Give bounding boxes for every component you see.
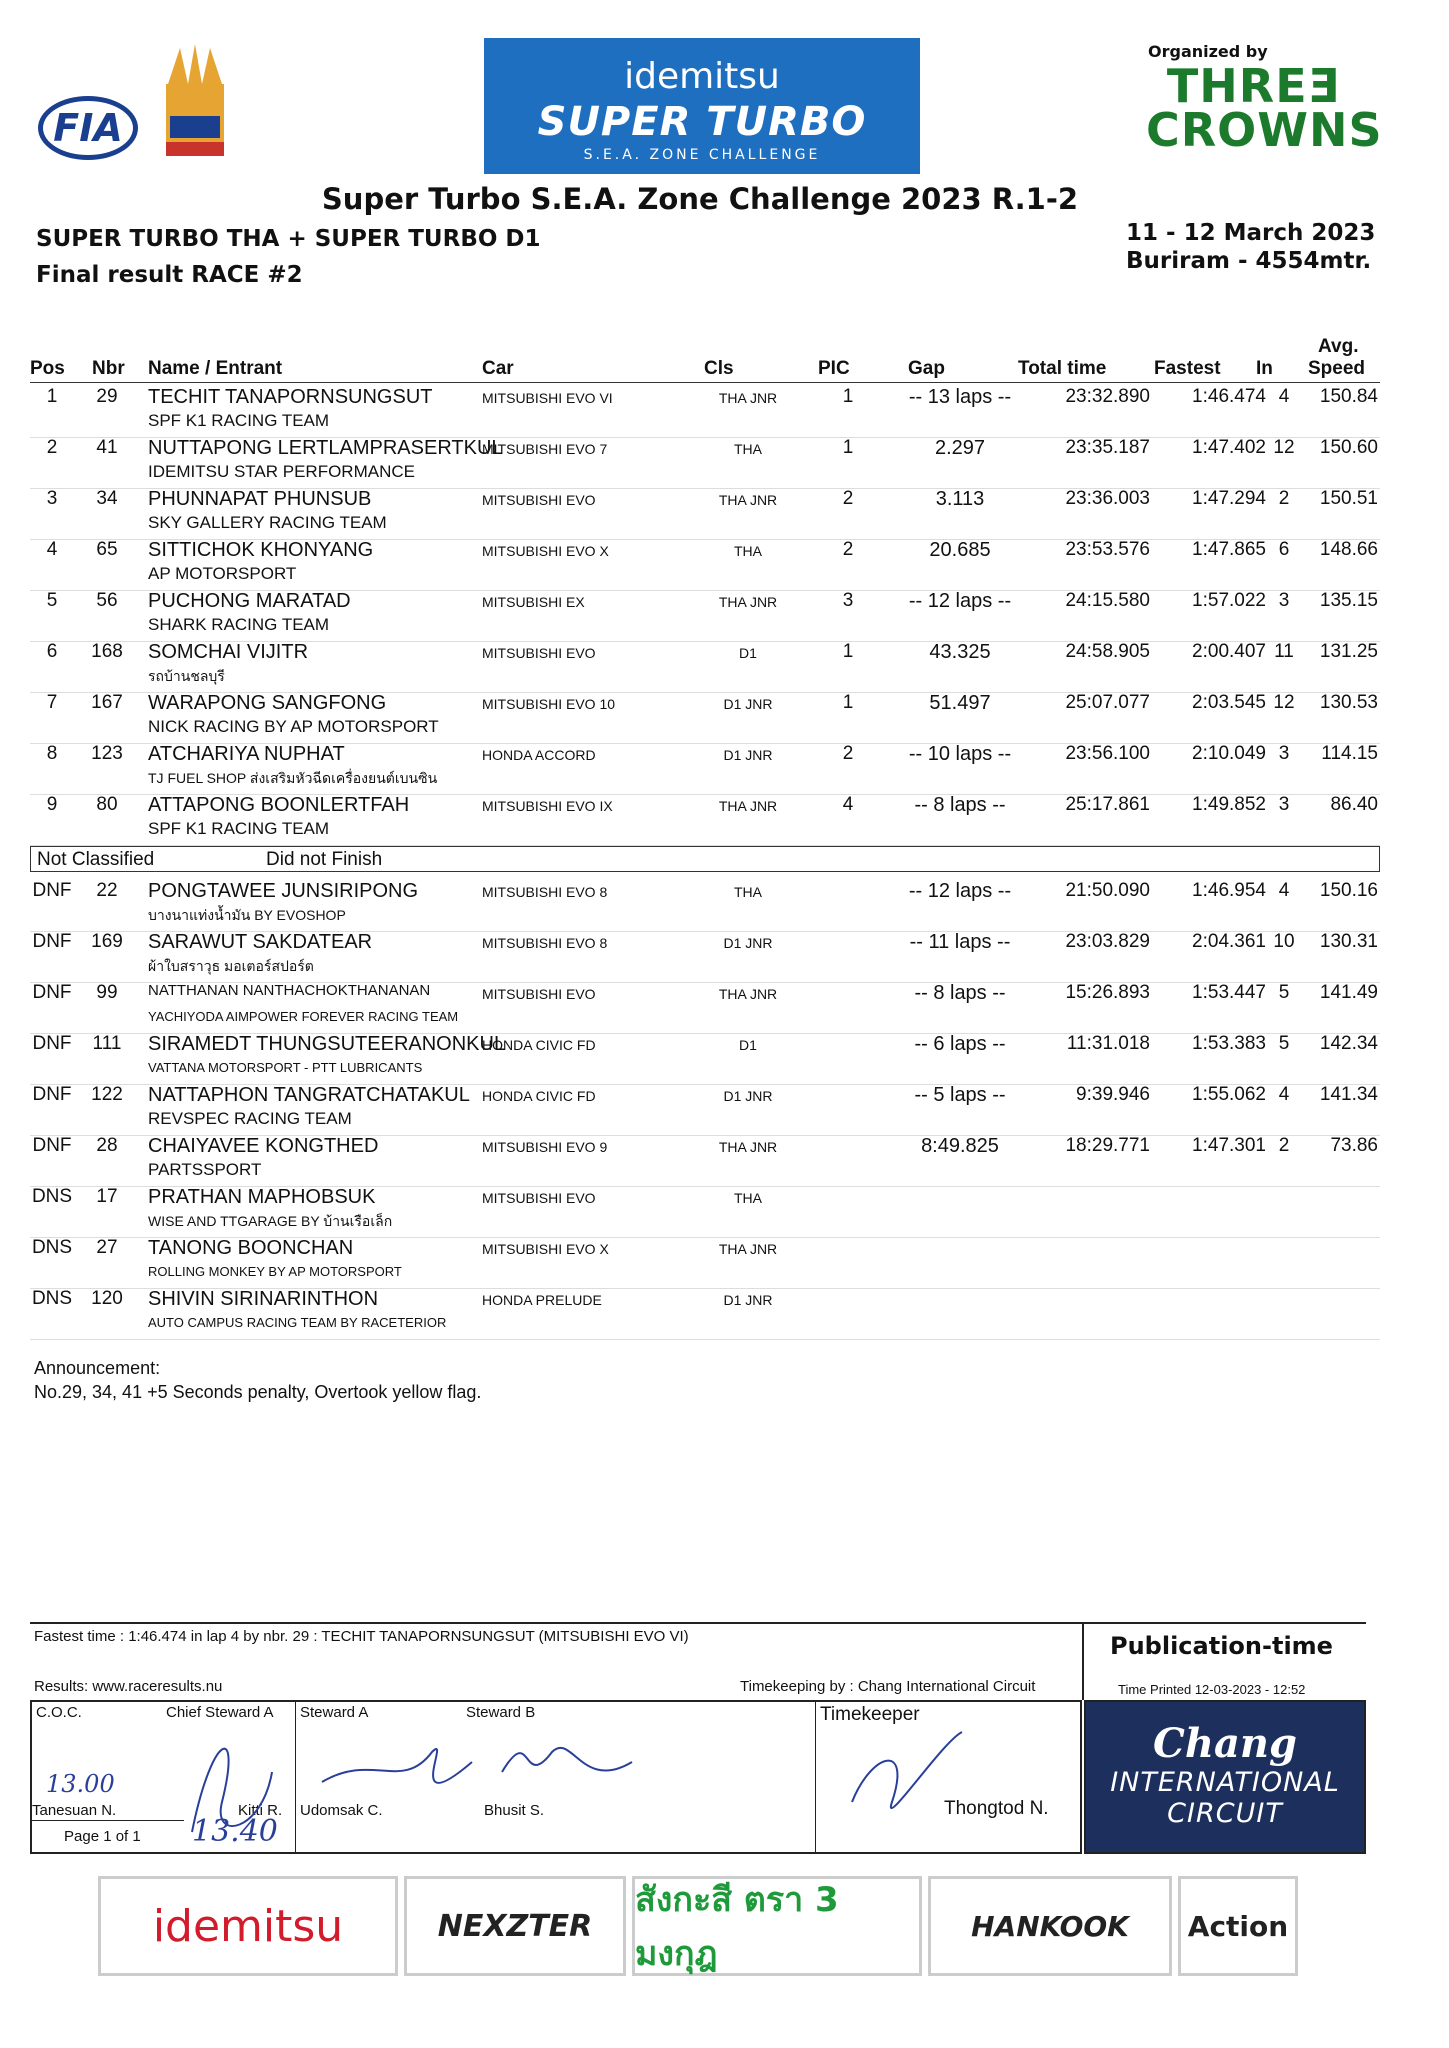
cell-speed: 150.84	[1319, 386, 1378, 407]
cell-total: 23:56.100	[1065, 743, 1150, 764]
cell-name: SOMCHAI VIJITR	[148, 641, 309, 663]
cell-entrant: NICK RACING BY AP MOTORSPORT	[148, 717, 439, 736]
cell-fastest: 1:57.022	[1192, 590, 1266, 611]
cell-fastest: 1:49.852	[1192, 794, 1266, 815]
cell-total: 11:31.018	[1066, 1033, 1150, 1054]
cell-fastest: 1:47.865	[1192, 539, 1266, 560]
cell-car: HONDA PRELUDE	[482, 1292, 602, 1308]
sponsor-idemitsu-logo: idemitsu	[98, 1876, 398, 1976]
three-crowns-logo: THREƎ CROWNS	[1146, 59, 1383, 157]
table-row	[30, 437, 1380, 489]
cell-in: 4	[1278, 1084, 1290, 1105]
col-pic: PIC	[818, 358, 850, 379]
cell-pic: 1	[842, 641, 854, 662]
cell-name: PONGTAWEE JUNSIRIPONG	[148, 880, 419, 902]
cell-cls: D1 JNR	[723, 1088, 773, 1104]
cell-entrant: PARTSSPORT	[148, 1160, 262, 1179]
cell-entrant: IDEMITSU STAR PERFORMANCE	[148, 462, 415, 481]
cell-fastest: 1:47.294	[1192, 488, 1266, 509]
table-row	[30, 743, 1380, 795]
not-classified-label: Not Classified	[37, 849, 155, 870]
cell-nbr: 17	[96, 1186, 118, 1207]
cell-nbr: 99	[96, 982, 118, 1003]
cell-name: PHUNNAPAT PHUNSUB	[148, 488, 372, 510]
time-printed: Time Printed 12-03-2023 - 12:52	[1118, 1682, 1306, 1697]
cell-fastest: 1:46.474	[1192, 386, 1266, 407]
announcement-title: Announcement:	[34, 1358, 161, 1378]
cell-speed: 150.60	[1319, 437, 1378, 458]
race-title: Final result RACE #2	[36, 262, 303, 288]
cell-cls: THA JNR	[718, 492, 778, 508]
cell-entrant: WISE AND TTGARAGE BY บ้านเรือเล็ก	[148, 1213, 393, 1229]
col-gap: Gap	[908, 358, 945, 379]
cell-cls: D1	[739, 1037, 757, 1053]
cell-car: MITSUBISHI EVO 9	[482, 1139, 608, 1155]
col-name: Name / Entrant	[148, 358, 283, 379]
cell-entrant: TJ FUEL SHOP ส่งเสริมหัวฉีดเครื่องยนต์เบนซิน	[148, 770, 438, 786]
cell-name: PUCHONG MARATAD	[148, 590, 351, 612]
cell-nbr: 80	[96, 794, 118, 815]
cell-cls: THA JNR	[718, 1139, 778, 1155]
cell-gap: -- 8 laps --	[914, 982, 1006, 1004]
cell-total: 25:17.861	[1065, 794, 1150, 815]
cell-car: HONDA ACCORD	[482, 747, 596, 763]
cell-cls: D1	[739, 645, 757, 661]
cell-total: 23:03.829	[1065, 931, 1150, 952]
col-speed-top: Avg.	[1318, 336, 1359, 357]
cell-car: MITSUBISHI EVO 7	[482, 441, 608, 457]
cell-pos: DNF	[32, 1084, 72, 1105]
col-pos: Pos	[30, 358, 65, 379]
table-row	[30, 1237, 1380, 1289]
steward-b-label: Steward B	[466, 1704, 536, 1721]
steward-a-label: Steward A	[300, 1704, 369, 1721]
cell-fastest: 1:47.402	[1192, 437, 1266, 458]
cell-total: 24:58.905	[1065, 641, 1150, 662]
cell-in: 3	[1278, 743, 1290, 764]
cell-gap: 20.685	[929, 539, 991, 561]
table-row	[30, 880, 1380, 932]
cell-name: NATTAPHON TANGRATCHATAKUL	[148, 1084, 470, 1106]
class-title: SUPER TURBO THA + SUPER TURBO D1	[36, 226, 541, 252]
cell-nbr: 34	[96, 488, 118, 509]
cell-cls: THA	[734, 884, 762, 900]
cell-in: 5	[1278, 1033, 1290, 1054]
cell-car: MITSUBISHI EVO	[482, 1190, 596, 1206]
timekeeper-name: Thongtod N.	[944, 1798, 1049, 1819]
cell-speed: 130.53	[1319, 692, 1378, 713]
cell-gap: -- 5 laps --	[914, 1084, 1006, 1106]
cell-entrant: AP MOTORSPORT	[148, 564, 297, 583]
cell-gap: -- 12 laps --	[908, 880, 1012, 902]
cell-car: MITSUBISHI EVO VI	[482, 390, 613, 406]
cell-gap: -- 12 laps --	[908, 590, 1012, 612]
chang-international: INTERNATIONAL	[1110, 1767, 1340, 1798]
cell-fastest: 1:53.447	[1192, 982, 1266, 1003]
table-row	[30, 1186, 1380, 1238]
cell-gap: -- 13 laps --	[908, 386, 1012, 408]
cell-in: 2	[1278, 488, 1290, 509]
timekeeper-label: Timekeeper	[820, 1704, 920, 1725]
cell-pos: DNS	[31, 1186, 73, 1207]
cell-fastest: 1:55.062	[1192, 1084, 1266, 1105]
cell-entrant: VATTANA MOTORSPORT - PTT LUBRICANTS	[148, 1060, 423, 1075]
coc-name: Tanesuan N.	[32, 1802, 117, 1819]
cell-pic: 4	[842, 794, 854, 815]
cell-name: WARAPONG SANGFONG	[148, 692, 387, 714]
cell-car: HONDA CIVIC FD	[482, 1037, 596, 1053]
signatures	[152, 1712, 1032, 1852]
cell-total: 24:15.580	[1065, 590, 1150, 611]
cell-cls: THA JNR	[718, 390, 778, 406]
not-classified-bar	[30, 846, 1380, 872]
cell-name: CHAIYAVEE KONGTHED	[148, 1135, 379, 1157]
cell-total: 18:29.771	[1065, 1135, 1150, 1156]
cell-in: 10	[1273, 931, 1295, 952]
cell-speed: 148.66	[1319, 539, 1378, 560]
cell-car: MITSUBISHI EVO	[482, 645, 596, 661]
cell-speed: 131.25	[1319, 641, 1378, 662]
fastest-time-line: Fastest time : 1:46.474 in lap 4 by nbr. 29 : TECHIT TANAPORNSUNGSUT (MITSUBISHI EVO VI)	[34, 1628, 689, 1645]
timekeeping-line: Timekeeping by : Chang International Circuit	[740, 1678, 1036, 1695]
page-number: Page 1 of 1	[64, 1828, 141, 1845]
results-url: Results: www.raceresults.nu	[34, 1678, 223, 1695]
cell-car: MITSUBISHI EX	[482, 594, 585, 610]
cell-nbr: 167	[91, 692, 123, 713]
cell-nbr: 120	[91, 1288, 123, 1309]
cell-in: 3	[1278, 590, 1290, 611]
cell-cls: D1 JNR	[723, 935, 773, 951]
chang-circuit: CIRCUIT	[1167, 1798, 1283, 1829]
cell-nbr: 41	[96, 437, 118, 458]
event-title: Super Turbo S.E.A. Zone Challenge 2023 R.1-2	[321, 182, 1079, 216]
cell-car: MITSUBISHI EVO	[482, 492, 596, 508]
table-row	[30, 1084, 1380, 1136]
cell-cls: D1 JNR	[723, 696, 773, 712]
cell-entrant: ผ้าใบสราวุธ มอเตอร์สปอร์ต	[148, 958, 314, 974]
cell-name: SITTICHOK KHONYANG	[148, 539, 374, 561]
cell-pos: 6	[46, 641, 58, 662]
chief-steward-name: Kitti R.	[238, 1802, 283, 1819]
cell-in: 4	[1278, 386, 1290, 407]
fia-logo: FIA	[38, 96, 138, 160]
table-row	[30, 1135, 1380, 1187]
cell-in: 3	[1278, 794, 1290, 815]
cell-in: 12	[1273, 692, 1295, 713]
cell-pic: 1	[842, 386, 854, 407]
cell-car: MITSUBISHI EVO	[482, 986, 596, 1002]
sponsor-nexzter-logo: NEXZTER	[404, 1876, 626, 1976]
cell-car: MITSUBISHI EVO X	[482, 1241, 609, 1257]
cell-in: 2	[1278, 1135, 1290, 1156]
cell-speed: 114.15	[1321, 743, 1378, 764]
cell-pos: 9	[46, 794, 58, 815]
cell-name: NATTHANAN NANTHACHOKTHANANAN	[148, 982, 431, 999]
cell-speed: 130.31	[1319, 931, 1378, 952]
cell-nbr: 123	[91, 743, 123, 764]
cell-entrant: SPF K1 RACING TEAM	[148, 819, 330, 838]
table-row	[30, 386, 1380, 438]
cell-speed: 150.51	[1319, 488, 1378, 509]
cell-pic: 1	[842, 692, 854, 713]
cell-gap: 43.325	[929, 641, 991, 663]
sponsor-action-logo: Action	[1178, 1876, 1298, 1976]
cell-entrant: ROLLING MONKEY BY AP MOTORSPORT	[148, 1264, 402, 1279]
cell-cls: THA JNR	[718, 594, 778, 610]
cell-gap: 8:49.825	[921, 1135, 999, 1157]
table-row	[30, 982, 1380, 1034]
cell-nbr: 27	[96, 1237, 118, 1258]
chang-circuit-logo	[1084, 1700, 1366, 1854]
cell-nbr: 28	[96, 1135, 118, 1156]
cell-total: 15:26.893	[1065, 982, 1150, 1003]
publication-time-title: Publication-time	[1110, 1632, 1333, 1660]
cell-in: 11	[1274, 641, 1294, 662]
coc-label: C.O.C.	[36, 1704, 82, 1721]
table-row	[30, 488, 1380, 540]
cell-pos: 7	[46, 692, 58, 713]
cell-car: MITSUBISHI EVO IX	[482, 798, 613, 814]
cell-pos: DNF	[32, 1033, 72, 1054]
cell-pos: 8	[46, 743, 58, 764]
cell-gap: 51.497	[929, 692, 991, 714]
cell-speed: 150.16	[1319, 880, 1378, 901]
banner-subtitle: S.E.A. ZONE CHALLENGE	[583, 147, 821, 163]
cell-nbr: 65	[96, 539, 118, 560]
cell-pos: DNS	[31, 1288, 73, 1309]
cell-fastest: 1:47.301	[1192, 1135, 1266, 1156]
cell-car: HONDA CIVIC FD	[482, 1088, 596, 1104]
cell-pos: DNF	[32, 982, 72, 1003]
cell-pic: 2	[842, 539, 854, 560]
cell-speed: 141.49	[1319, 982, 1378, 1003]
cell-entrant: SPF K1 RACING TEAM	[148, 411, 330, 430]
cell-gap: 3.113	[935, 488, 985, 510]
cell-pos: DNS	[31, 1237, 73, 1258]
organized-by-label: Organized by	[1148, 42, 1268, 61]
cell-fastest: 2:00.407	[1192, 641, 1266, 662]
cell-total: 23:53.576	[1065, 539, 1150, 560]
cell-speed: 142.34	[1319, 1033, 1378, 1054]
handwritten-time-2: 13.40	[192, 1814, 278, 1849]
cell-entrant: รถบ้านชลบุรี	[148, 668, 225, 684]
cell-cls: THA JNR	[718, 798, 778, 814]
cell-speed: 141.34	[1319, 1084, 1378, 1105]
steward-b-name: Bhusit S.	[484, 1802, 545, 1819]
col-cls: Cls	[704, 358, 734, 379]
cell-pos: 1	[46, 386, 58, 407]
handwritten-time-1: 13.00	[46, 1770, 115, 1798]
cell-name: SARAWUT SAKDATEAR	[148, 931, 373, 953]
cell-pos: 2	[46, 437, 58, 458]
cell-total: 23:35.187	[1065, 437, 1150, 458]
cell-car: MITSUBISHI EVO X	[482, 543, 609, 559]
cell-fastest: 2:10.049	[1192, 743, 1266, 764]
table-row	[30, 1288, 1380, 1340]
table-row	[30, 692, 1380, 744]
cell-gap: -- 8 laps --	[914, 794, 1006, 816]
cell-entrant: AUTO CAMPUS RACING TEAM BY RACETERIOR	[148, 1315, 447, 1330]
chief-steward-label: Chief Steward A	[166, 1704, 274, 1721]
cell-cls: THA	[734, 441, 762, 457]
table-row	[30, 1033, 1380, 1085]
cell-name: PRATHAN MAPHOBSUK	[148, 1186, 376, 1208]
cell-fastest: 1:53.383	[1192, 1033, 1266, 1054]
col-fastest: Fastest	[1154, 358, 1221, 379]
cell-car: MITSUBISHI EVO 10	[482, 696, 616, 712]
cell-pic: 1	[842, 437, 854, 458]
cell-gap: 2.297	[934, 437, 986, 459]
cell-nbr: 22	[96, 880, 118, 901]
did-not-finish-label: Did not Finish	[266, 849, 383, 870]
cell-cls: THA	[734, 1190, 762, 1206]
cell-gap: -- 11 laps --	[909, 931, 1011, 953]
cell-nbr: 169	[91, 931, 123, 952]
table-row	[30, 641, 1380, 693]
cell-pos: 5	[46, 590, 58, 611]
cell-name: SHIVIN SIRINARINTHON	[148, 1288, 379, 1310]
table-row	[30, 931, 1380, 983]
event-date: 11 - 12 March 2023	[1126, 220, 1376, 246]
signature-box	[30, 1700, 1082, 1854]
col-total: Total time	[1018, 358, 1107, 379]
event-venue: Buriram - 4554mtr.	[1126, 248, 1372, 274]
cell-name: TECHIT TANAPORNSUNGSUT	[148, 386, 433, 408]
cell-nbr: 168	[91, 641, 123, 662]
cell-entrant: REVSPEC RACING TEAM	[148, 1109, 352, 1128]
header-rule	[30, 382, 1380, 383]
cell-nbr: 122	[91, 1084, 123, 1105]
table-row	[30, 794, 1380, 846]
cell-cls: D1 JNR	[723, 1292, 773, 1308]
cell-name: ATCHARIYA NUPHAT	[148, 743, 345, 765]
steward-a-name: Udomsak C.	[300, 1802, 383, 1819]
cell-entrant: SKY GALLERY RACING TEAM	[148, 513, 387, 532]
announcement-text: No.29, 34, 41 +5 Seconds penalty, Overtook yellow flag.	[34, 1382, 482, 1402]
banner-title: SUPER TURBO	[537, 99, 867, 145]
footer-rule	[30, 1622, 1366, 1624]
cell-pic: 3	[842, 590, 854, 611]
cell-gap: -- 6 laps --	[914, 1033, 1006, 1055]
sponsor-hankook-logo: HANKOOK	[928, 1876, 1172, 1976]
cell-pic: 2	[842, 743, 854, 764]
cell-fastest: 2:03.545	[1192, 692, 1266, 713]
cell-nbr: 29	[96, 386, 118, 407]
cell-cls: THA	[734, 543, 762, 559]
cell-gap: -- 10 laps --	[908, 743, 1012, 765]
cell-total: 25:07.077	[1065, 692, 1150, 713]
cell-total: 23:32.890	[1065, 386, 1150, 407]
cell-entrant: YACHIYODA AIMPOWER FOREVER RACING TEAM	[148, 1009, 459, 1024]
cell-name: SIRAMEDT THUNGSUTEERANONKUL	[148, 1033, 506, 1055]
col-in: In	[1256, 358, 1273, 379]
cell-name: NUTTAPONG LERTLAMPRASERTKUL	[148, 437, 503, 459]
cell-pic: 2	[842, 488, 854, 509]
cell-cls: D1 JNR	[723, 747, 773, 763]
cell-pos: DNF	[32, 931, 72, 952]
banner-brand: idemitsu	[624, 56, 780, 97]
cell-pos: 3	[46, 488, 58, 509]
col-nbr: Nbr	[92, 358, 125, 379]
cell-fastest: 2:04.361	[1192, 931, 1266, 952]
col-speed: Speed	[1308, 358, 1366, 379]
cell-entrant: บางนาแท่งน้ำมัน BY EVOSHOP	[148, 907, 346, 923]
cell-name: TANONG BOONCHAN	[148, 1237, 354, 1259]
cell-in: 4	[1278, 880, 1290, 901]
cell-total: 9:39.946	[1076, 1084, 1150, 1105]
sbam-logo	[160, 44, 230, 162]
publication-divider	[1082, 1622, 1084, 1700]
cell-name: ATTAPONG BOONLERTFAH	[148, 794, 410, 816]
cell-total: 23:36.003	[1065, 488, 1150, 509]
cell-pos: DNF	[32, 880, 72, 901]
cell-speed: 135.15	[1319, 590, 1378, 611]
cell-cls: THA JNR	[718, 1241, 778, 1257]
col-car: Car	[482, 358, 514, 379]
chang-brand: Chang	[1153, 1720, 1297, 1767]
idemitsu-super-turbo-banner	[484, 38, 920, 174]
cell-speed: 73.86	[1330, 1135, 1378, 1156]
cell-fastest: 1:46.954	[1192, 880, 1266, 901]
cell-car: MITSUBISHI EVO 8	[482, 884, 608, 900]
cell-total: 21:50.090	[1065, 880, 1150, 901]
cell-pos: DNF	[32, 1135, 72, 1156]
cell-speed: 86.40	[1330, 794, 1378, 815]
cell-in: 5	[1278, 982, 1290, 1003]
sponsor-three-crowns-thai-logo: สังกะสี ตรา 3 มงกุฎ	[632, 1876, 922, 1976]
cell-car: MITSUBISHI EVO 8	[482, 935, 608, 951]
cell-cls: THA JNR	[718, 986, 778, 1002]
cell-pos: 4	[46, 539, 58, 560]
table-row	[30, 539, 1380, 591]
table-row	[30, 590, 1380, 642]
cell-in: 6	[1278, 539, 1290, 560]
cell-nbr: 56	[96, 590, 118, 611]
cell-entrant: SHARK RACING TEAM	[148, 615, 330, 634]
cell-in: 12	[1273, 437, 1295, 458]
cell-nbr: 111	[92, 1033, 122, 1054]
